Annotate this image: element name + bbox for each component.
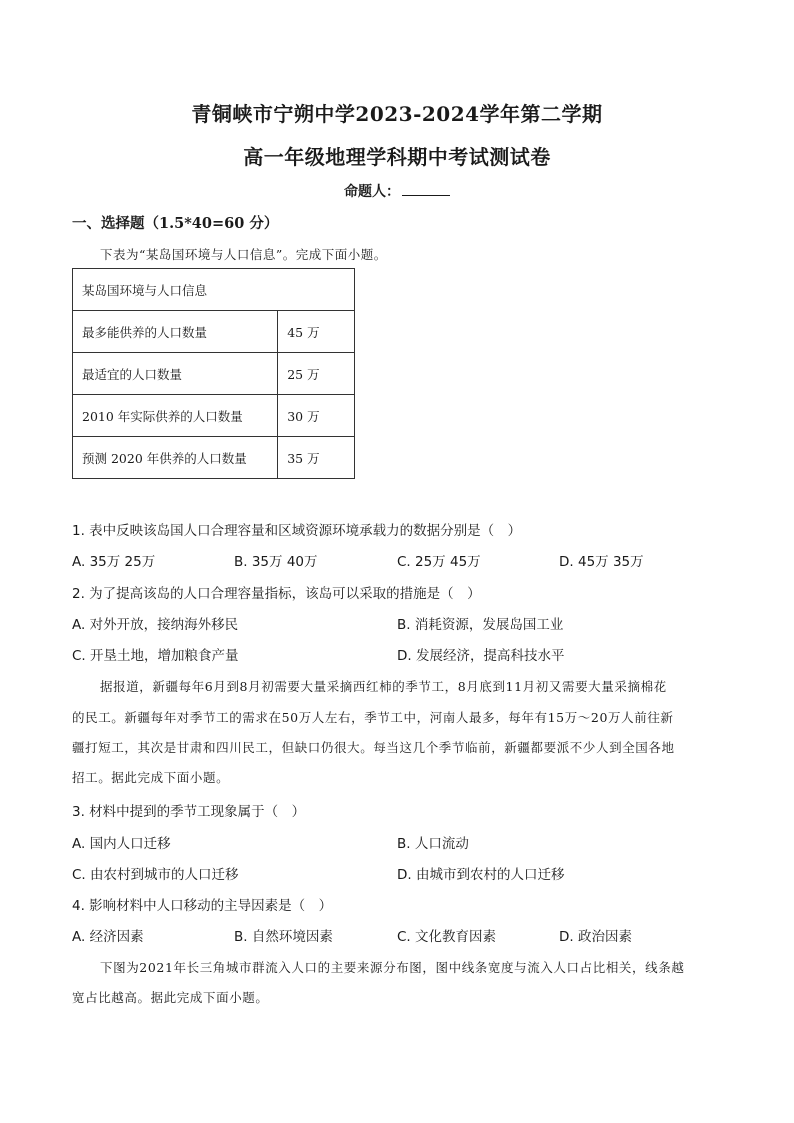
passage-xinjiang-line: 疆打短工，其次是甘肃和四川民工，但缺口仍很大。每当这几个季节临前，新疆都要派不少人到全国各地 — [72, 740, 675, 755]
question-1-option-b[interactable]: B. 35万 40万 — [234, 554, 318, 570]
table-header-row — [73, 269, 355, 311]
question-1-stem: 1. 表中反映该岛国人口合理容量和区域资源环境承载力的数据分别是（ ） — [72, 523, 522, 539]
question-2-option-b[interactable]: B. 消耗资源，发展岛国工业 — [397, 617, 564, 633]
author-label: 命题人： — [344, 184, 400, 200]
question-4-option-b[interactable]: B. 自然环境因素 — [234, 929, 333, 945]
section-heading: 一、选择题（1.5*40=60 分） — [72, 215, 279, 232]
question-4-option-d[interactable]: D. 政治因素 — [559, 929, 632, 945]
question-3-option-d[interactable]: D. 由城市到农村的人口迁移 — [397, 867, 565, 883]
table-cell-value: 30 万 — [278, 395, 355, 437]
passage-xinjiang-line: 招工。据此完成下面小题。 — [72, 770, 230, 785]
question-4-option-c[interactable]: C. 文化教育因素 — [397, 929, 497, 945]
table-row — [73, 353, 355, 395]
question-3-option-b[interactable]: B. 人口流动 — [397, 836, 469, 852]
passage-xinjiang-line: 的民工。新疆每年对季节工的需求在50万人左右，季节工中，河南人最多，每年有15万～20万人前往新 — [72, 710, 674, 725]
table-cell-label: 2010 年实际供养的人口数量 — [73, 395, 278, 437]
table-cell-label: 预测 2020 年供养的人口数量 — [73, 437, 278, 479]
table-cell-value: 25 万 — [278, 353, 355, 395]
author-blank — [402, 181, 450, 196]
table-cell-value: 35 万 — [278, 437, 355, 479]
author-line — [0, 181, 794, 201]
question-4-option-a[interactable]: A. 经济因素 — [72, 929, 144, 945]
question-1-option-a[interactable]: A. 35万 25万 — [72, 554, 156, 570]
question-2-option-c[interactable]: C. 开垦土地，增加粮食产量 — [72, 648, 239, 664]
question-4-stem: 4. 影响材料中人口移动的主导因素是（ ） — [72, 898, 333, 914]
passage-yangtze-line: 下图为2021年长三角城市群流入人口的主要来源分布图，图中线条宽度与流入人口占比相关，线条越 — [100, 960, 685, 975]
table-header-cell: 某岛国环境与人口信息 — [73, 269, 355, 311]
question-3-option-a[interactable]: A. 国内人口迁移 — [72, 836, 171, 852]
passage-xinjiang-line: 据报道，新疆每年6月到8月初需要大量采摘西红柿的季节工，8月底到11月初又需要大量采摘棉花 — [100, 679, 667, 694]
table-cell-label: 最适宜的人口数量 — [73, 353, 278, 395]
question-3-stem: 3. 材料中提到的季节工现象属于（ ） — [72, 804, 306, 820]
question-2-option-a[interactable]: A. 对外开放，接纳海外移民 — [72, 617, 239, 633]
table-intro: 下表为“某岛国环境与人口信息”。完成下面小题。 — [100, 247, 387, 262]
exam-title-line2: 高一年级地理学科期中考试测试卷 — [243, 145, 551, 169]
table-cell-label: 最多能供养的人口数量 — [73, 311, 278, 353]
question-2-stem: 2. 为了提高该岛的人口合理容量指标，该岛可以采取的措施是（ ） — [72, 586, 481, 602]
info-table — [72, 268, 355, 479]
question-1-option-c[interactable]: C. 25万 45万 — [397, 554, 481, 570]
question-2-option-d[interactable]: D. 发展经济，提高科技水平 — [397, 648, 565, 664]
question-3-option-c[interactable]: C. 由农村到城市的人口迁移 — [72, 867, 239, 883]
table-row — [73, 437, 355, 479]
passage-yangtze-line: 宽占比越高。据此完成下面小题。 — [72, 990, 269, 1005]
table-row — [73, 395, 355, 437]
table-row — [73, 311, 355, 353]
table-cell-value: 45 万 — [278, 311, 355, 353]
question-1-option-d[interactable]: D. 45万 35万 — [559, 554, 644, 570]
exam-title-line1: 青铜峡市宁朔中学2023-2024学年第二学期 — [191, 102, 603, 126]
